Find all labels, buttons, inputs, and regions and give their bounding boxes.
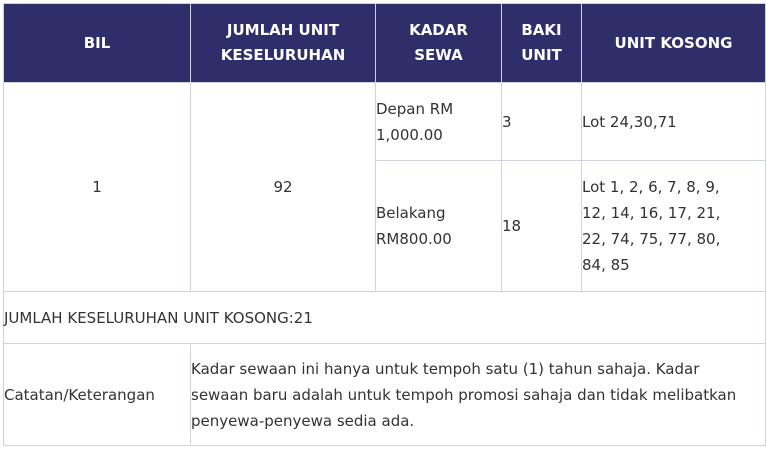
header-jumlah-unit: JUMLAH UNIT KESELURUHAN (191, 4, 376, 83)
cell-kadar-belakang: Belakang RM800.00 (376, 161, 502, 292)
cell-unit-belakang: Lot 1, 2, 6, 7, 8, 9, 12, 14, 16, 17, 21, 22, 74, 75, 77, 80, 84, 85 (582, 161, 766, 292)
cell-jumlah-unit: 92 (191, 83, 376, 292)
header-baki-unit: BAKI UNIT (502, 4, 582, 83)
header-unit-kosong: UNIT KOSONG (582, 4, 766, 83)
notes-text: Kadar sewaan ini hanya untuk tempoh satu (1) tahun sahaja. Kadar sewaan baru adalah untuk tempoh promosi sahaja dan tidak melibatkan penyewa-penyewa sedia ada. (191, 344, 766, 446)
table-row-depan (4, 83, 766, 161)
cell-baki-depan: 3 (502, 83, 582, 161)
cell-unit-depan: Lot 24,30,71 (582, 83, 766, 161)
summary-row (4, 292, 766, 344)
table-header-row (4, 4, 766, 83)
header-kadar-sewa: KADAR SEWA (376, 4, 502, 83)
notes-label: Catatan/Keterangan (4, 344, 191, 446)
cell-bil: 1 (4, 83, 191, 292)
cell-kadar-depan: Depan RM 1,000.00 (376, 83, 502, 161)
notes-row (4, 344, 766, 446)
cell-baki-belakang: 18 (502, 161, 582, 292)
header-bil: BIL (4, 4, 191, 83)
rental-table (3, 3, 766, 446)
summary-cell: JUMLAH KESELURUHAN UNIT KOSONG:21 (4, 292, 766, 344)
